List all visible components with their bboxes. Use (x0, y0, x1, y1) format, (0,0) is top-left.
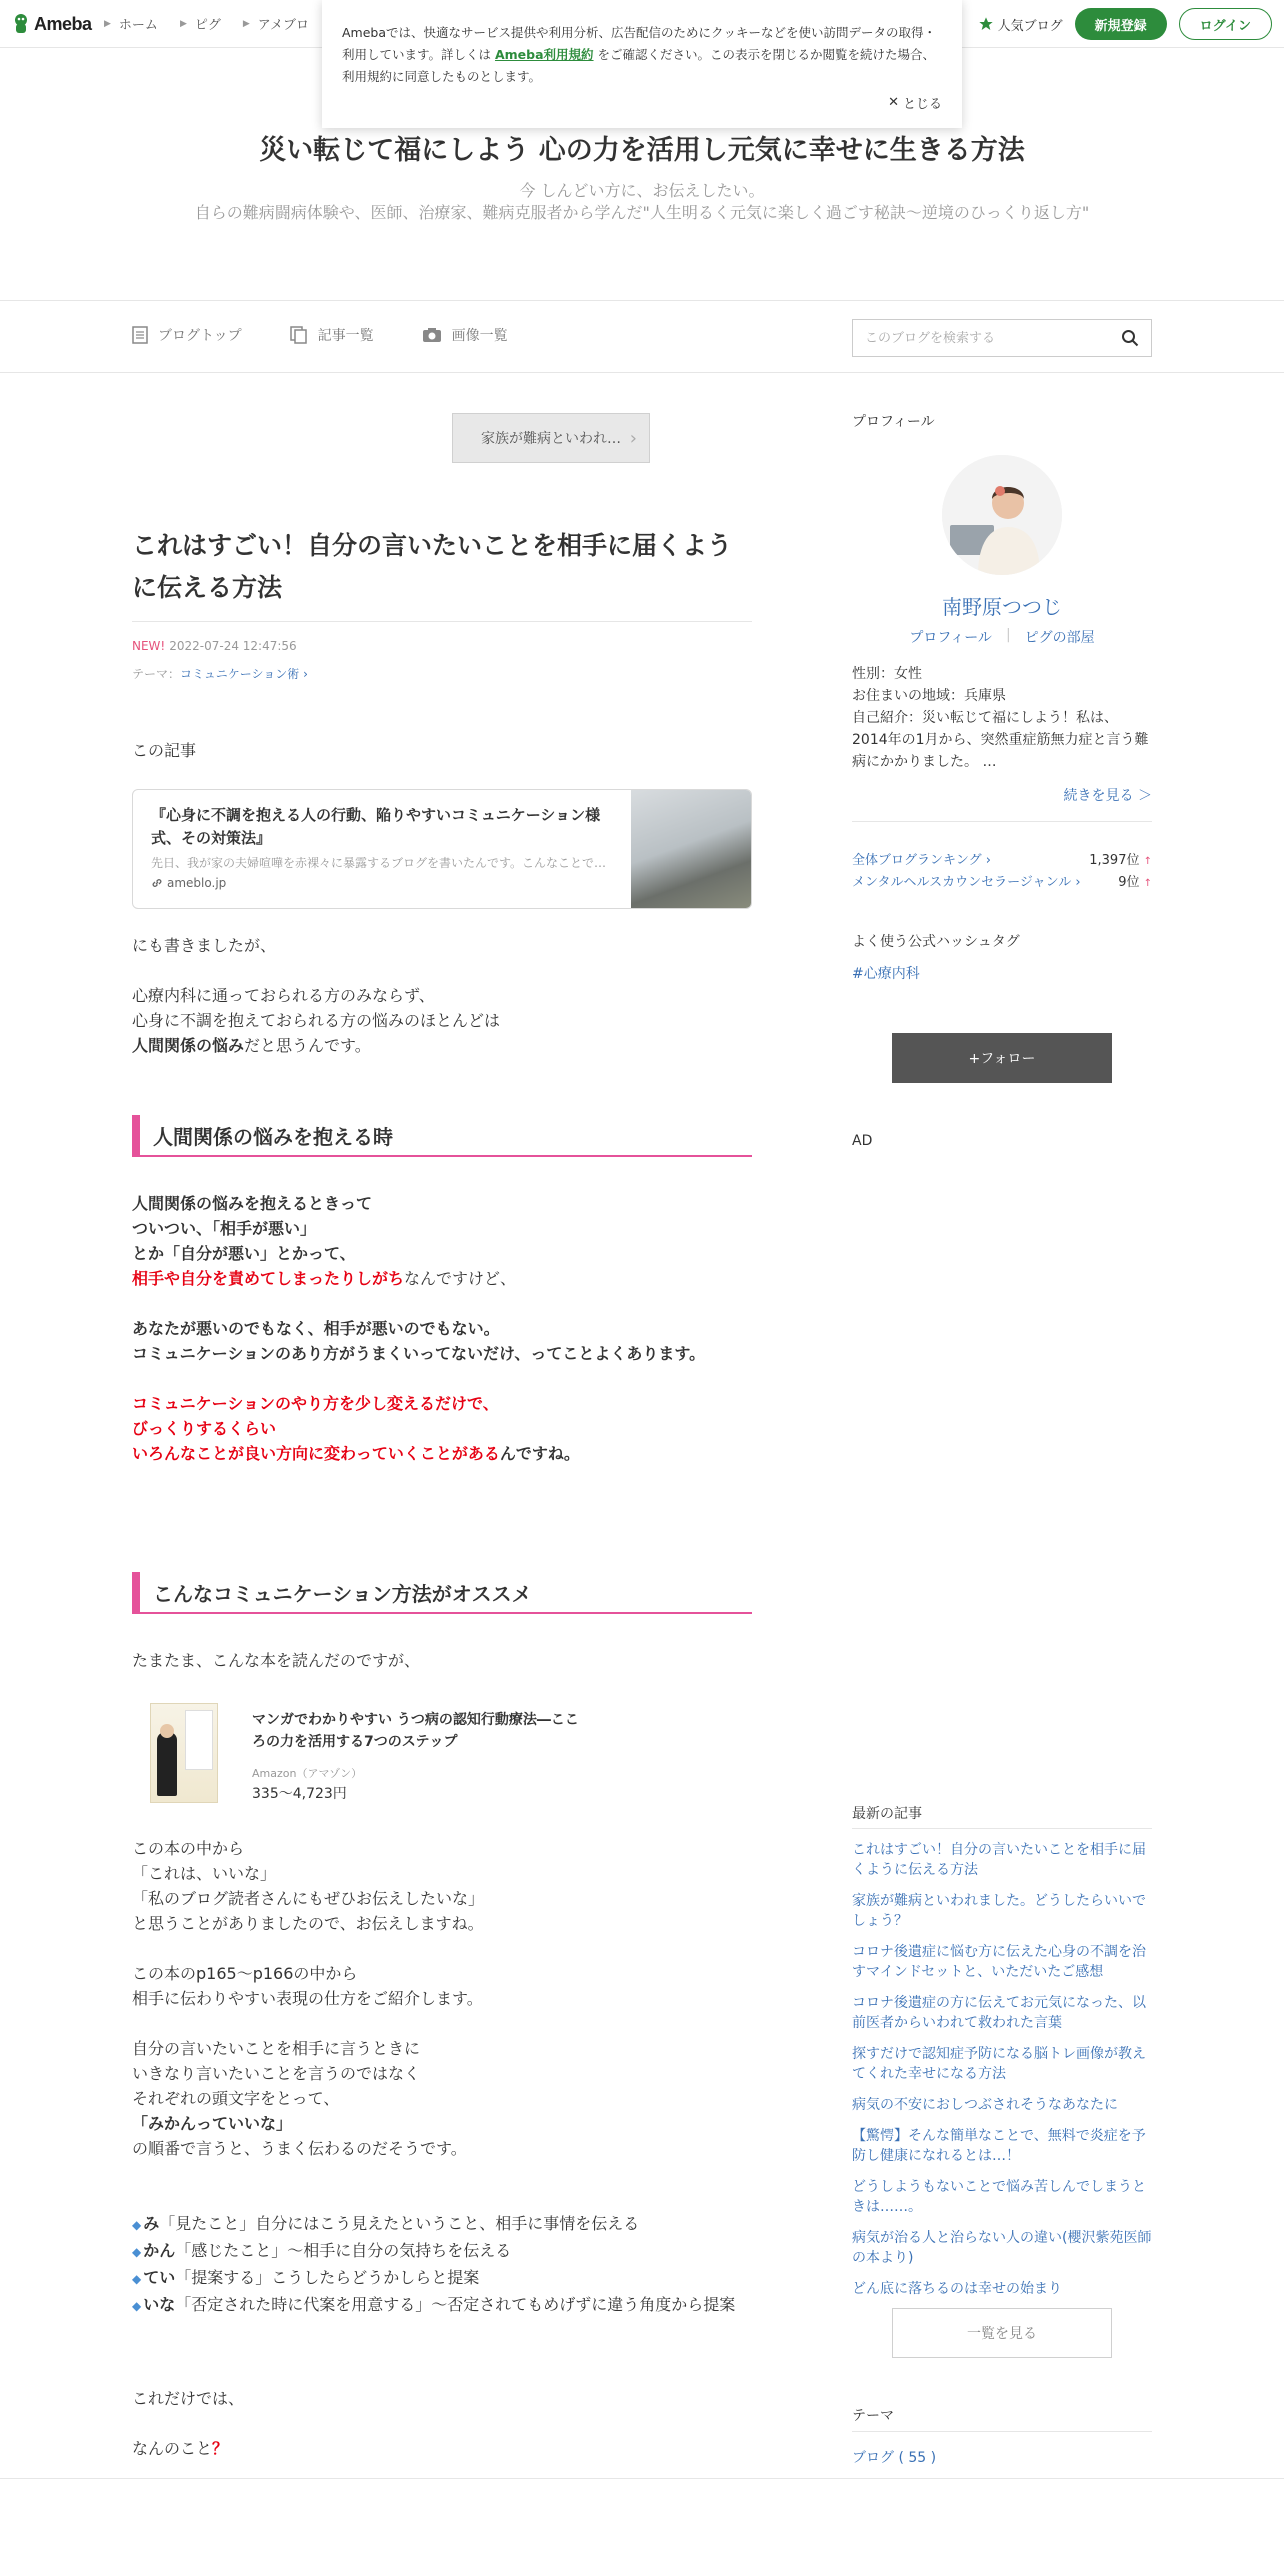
article-paragraph (132, 1316, 705, 1366)
diamond-bullet-icon: ◆ (132, 2245, 142, 2259)
article-paragraph (132, 1391, 580, 1466)
link-card-thumbnail (631, 790, 751, 909)
profile-link[interactable]: プロフィール (909, 630, 992, 646)
article-paragraph: この記事 (132, 741, 197, 760)
avatar-image (942, 455, 1062, 575)
mikan-text: 「見たこと」自分にはこう見えたということ、相手に事情を伝える (159, 2214, 640, 2233)
recent-articles (852, 1840, 1152, 2310)
pig-room-link[interactable]: ピグの部屋 (1024, 630, 1095, 646)
mikan-key: み (143, 2214, 160, 2233)
date-text: 2022-07-24 12:47:56 (169, 639, 297, 653)
ranking-value-text: 1,397位 (1089, 853, 1140, 868)
mikan-list (132, 2211, 735, 2319)
text-line: それぞれの頭文字をとって、 (132, 2089, 340, 2108)
ranking-row[interactable] (852, 871, 1152, 890)
link-card-title: 『心身に不調を抱える人の行動、陥りやすいコミュニケーション様式、その対策法』 (151, 806, 601, 847)
text-line: 心療内科に通っておられる方のみならず、 (132, 986, 435, 1005)
crumb-ameblo[interactable] (243, 14, 309, 33)
chevron-right-icon: ▶ (242, 18, 250, 29)
article-paragraph: これだけでは、 (132, 2389, 245, 2408)
bold-text: 「みかんっていいな」 (132, 2114, 293, 2133)
link-card-description: 先日、我が家の夫婦喧嘩を赤裸々に暴露するブログを書いたんです。こんなことで… (151, 856, 607, 870)
blog-search-input[interactable] (853, 331, 1103, 346)
text-line: と思うことがありましたので、お伝えしますね。 (132, 1914, 484, 1933)
book-price: 335〜4,723円 (252, 1786, 347, 1802)
star-icon (978, 16, 994, 32)
follow-button[interactable]: +フォロー (892, 1033, 1112, 1083)
camera-icon (422, 327, 442, 343)
chevron-right-icon: ▶ (104, 18, 111, 29)
mikan-key: かん (143, 2241, 176, 2260)
divider (852, 2431, 1152, 2432)
text-line: 相手に伝わりやすい表現の仕方をご紹介します。 (132, 1989, 483, 2008)
mikan-text: 「感じたこと」〜相手に自分の気持ちを伝える (175, 2241, 512, 2260)
article-paragraph: たまたま、こんな本を読んだのですが、 (132, 1651, 421, 1670)
text-line: 自分の言いたいことを相手に言うときに (132, 2039, 421, 2058)
nav-blog-top[interactable] (132, 325, 242, 345)
chevron-right-icon: › (629, 428, 637, 449)
text-line: この本の中から (132, 1839, 245, 1858)
divider (132, 621, 752, 622)
divider (852, 821, 1152, 822)
diamond-bullet-icon: ◆ (132, 2218, 142, 2232)
nav-label: 画像一覧 (451, 328, 508, 344)
global-header-actions (978, 8, 1272, 40)
avatar[interactable] (942, 455, 1062, 575)
ranking-label: メンタルヘルスカウンセラージャンル › (852, 875, 1081, 890)
crumb-pig[interactable] (180, 14, 221, 33)
blog-nav (0, 300, 1284, 373)
prev-article-button[interactable] (452, 413, 650, 463)
arrow-up-icon: ↑ (1143, 856, 1152, 867)
read-more-link[interactable]: 続きを見る ＞ (1063, 788, 1152, 804)
question-mark-icon: ？ (212, 2439, 229, 2458)
text-line: この本のp165〜p166の中から (132, 1964, 358, 1983)
bold-text: んですね。 (499, 1444, 580, 1463)
crumb-label: ホーム (118, 18, 158, 33)
mikan-key: いな (143, 2295, 176, 2314)
blog-search (852, 319, 1152, 357)
section-heading: 人間関係の悩みを抱える時 (132, 1115, 752, 1157)
copy-icon (290, 326, 308, 344)
crumb-home[interactable] (104, 14, 158, 33)
cookie-text-part: をご確認ください。この表示を閉じるか閲覧を続けた場合、利用規約に同意したものとします。 (342, 47, 936, 84)
blog-description: 自らの難病闘病体験や、医師、治療家、難病克服者から学んだ"人生明るく元気に楽しく過ごす秘訣～逆境のひっくり返し方" (194, 203, 1090, 222)
book-store: Amazon（アマゾン） (252, 1767, 363, 1780)
mikan-item (132, 2292, 735, 2319)
cookie-close-label: とじる (902, 97, 942, 112)
nav-label: ブログトップ (158, 328, 242, 344)
profile-intro: 自己紹介：災い転じて福にしよう！私は、2014年の1月から、突然重症筋無力症と言う難病にかかりました。 … (852, 710, 1149, 770)
mikan-item (132, 2238, 735, 2265)
profile-links (852, 627, 1152, 647)
recent-article-link[interactable]: どん底に落ちるのは幸せの始まり (852, 2281, 1062, 2297)
profile-info (852, 663, 1152, 773)
mikan-text: 「提案する」こうしたらどうかしらと提案 (175, 2268, 480, 2287)
recent-article-link[interactable]: どうしようもないことで悩み苦しんでしまうときは……。 (852, 2179, 1146, 2215)
chevron-right-icon: › (299, 667, 308, 681)
article-theme (132, 665, 308, 682)
text-line (132, 1441, 580, 1466)
text: なんのこと (132, 2439, 213, 2458)
login-button[interactable]: ログイン (1179, 8, 1272, 40)
chevron-right-icon: ▶ (179, 18, 187, 29)
cookie-close-button[interactable] (888, 93, 942, 112)
recent-article-link[interactable]: 探すだけで認知症予防になる脳トレ画像が教えてくれた幸せになる方法 (852, 2046, 1146, 2082)
ranking-label-text: 全体ブログランキング (852, 853, 982, 868)
article-paragraph (132, 2036, 467, 2161)
theme-label: テーマ： (132, 667, 181, 681)
highlight-text: 相手や自分を責めてしまったりしがち (132, 1269, 405, 1288)
text-line: の順番で言うと、うまく伝わるのだそうです。 (132, 2139, 467, 2158)
text-line: コミュニケーションのあり方がうまくいってないだけ、ってことよくあります。 (132, 1344, 706, 1363)
article-paragraph (132, 983, 500, 1058)
theme-item-link[interactable]: ブログ ( 55 ) (852, 2450, 937, 2466)
nav-label: 記事一覧 (317, 328, 374, 344)
logo-text: Ameba (34, 13, 92, 34)
text: だと思うんです。 (244, 1036, 371, 1055)
ameba-logo[interactable] (12, 13, 92, 35)
hashtag-link[interactable]: #心療内科 (852, 966, 920, 982)
bold-text: 人間関係の悩み (132, 1036, 245, 1055)
book-card[interactable] (150, 1703, 730, 1813)
new-badge: NEW! (132, 639, 166, 653)
text-line: 「私のブログ読者さんにもぜひお伝えしたいな」 (132, 1889, 485, 1908)
mikan-text: 「否定された時に代案を用意する」～否定されてもめげずに違う角度から提案 (175, 2295, 736, 2314)
text-line: ついつい、「相手が悪い」 (132, 1219, 317, 1238)
ameba-mascot-icon (12, 13, 30, 35)
recent-article-link[interactable]: 家族が難病といわれました。どうしたらいいでしょう？ (852, 1893, 1146, 1929)
recent-article-link[interactable]: 病気の不安におしつぶされそうなあなたに (852, 2097, 1118, 2113)
terms-link[interactable]: Ameba利用規約 (494, 47, 594, 62)
ranking-row[interactable] (852, 849, 1152, 868)
diamond-bullet-icon: ◆ (132, 2299, 142, 2313)
search-icon[interactable] (1121, 329, 1139, 347)
link-icon (151, 877, 163, 889)
cookie-text-part: Amebaでは、快適なサービス提供や利用分析、広告配信のためにクッキーなどを使い訪問データの取得・利用しています。詳しくは (342, 25, 937, 62)
article-title[interactable]: これはすごい！自分の言いたいことを相手に届くように伝える方法 (132, 531, 733, 602)
text: なんですけど、 (404, 1269, 517, 1288)
mikan-item (132, 2211, 735, 2238)
theme-heading: テーマ (852, 2408, 894, 2424)
section-heading: こんなコミュニケーション方法がオススメ (132, 1572, 752, 1614)
link-card[interactable] (132, 789, 752, 909)
text-line: あなたが悪いのでもなく、相手が悪いのでもない。 (132, 1319, 500, 1338)
text-line: とか「自分が悪い」とかって、 (132, 1244, 356, 1263)
text-line (132, 1266, 516, 1291)
recent-article-link[interactable]: 病気が治る人と治らない人の違い(櫻沢紫苑医師の本より) (852, 2230, 1152, 2266)
article-paragraph: にも書きましたが、 (132, 936, 277, 955)
cookie-text (342, 22, 940, 88)
blog-subtitle: 今 しんどい方に、お伝えしたい。 (519, 181, 765, 200)
ranking-label: 全体ブログランキング › (852, 853, 991, 868)
crumb-label: ピグ (194, 18, 221, 33)
popular-blog-link[interactable] (978, 15, 1063, 34)
hashtag-heading: よく使う公式ハッシュタグ (852, 934, 1020, 950)
blog-title[interactable]: 災い転じて福にしよう 心の力を活用し元気に幸せに生きる方法 (259, 135, 1025, 166)
recent-article-link[interactable]: コロナ後遺症の方に伝えてお元気になった、以前医者からいわれて救われた言葉 (852, 1995, 1146, 2031)
profile-name[interactable]: 南野原つつじ (942, 595, 1062, 619)
profile-gender: 性別：女性 (852, 666, 922, 682)
book-title: マンガでわかりやすい うつ病の認知行動療法―こころの力を活用する7つのステップ (252, 1712, 579, 1750)
diamond-bullet-icon: ◆ (132, 2272, 142, 2286)
crumb-label: アメブロ (257, 18, 310, 33)
nav-image-list[interactable] (422, 325, 508, 345)
nav-article-list[interactable] (290, 325, 374, 345)
ranking-value-text: 9位 (1118, 875, 1140, 890)
theme-link[interactable]: コミュニケーション術 (180, 667, 300, 681)
text-line: 人間関係の悩みを抱えるときって (132, 1194, 373, 1213)
recent-article-link[interactable]: これはすごい！自分の言いたいことを相手に届くように伝える方法 (852, 1842, 1146, 1878)
divider (0, 2478, 1284, 2479)
close-icon: ✕ (888, 95, 899, 110)
domain-text: ameblo.jp (167, 876, 227, 890)
cookie-banner (322, 0, 962, 128)
ranking-label-text: メンタルヘルスカウンセラージャンル (852, 875, 1072, 890)
article-paragraph (132, 1191, 516, 1291)
link-card-domain (151, 876, 226, 890)
separator: | (1005, 627, 1011, 643)
article-paragraph (132, 1836, 484, 1936)
divider (852, 1828, 1152, 1829)
highlight-text: コミュニケーションのやり方を少し変えるだけで、 (132, 1394, 499, 1413)
mikan-key: てい (143, 2268, 176, 2287)
document-icon (132, 326, 148, 344)
ranking-value (1118, 871, 1152, 890)
highlight-text: びっくりするくらい (132, 1419, 277, 1438)
profile-heading: プロフィール (852, 414, 935, 430)
text-line: いきなり言いたいことを言うのではなく (132, 2064, 421, 2083)
book-cover (150, 1703, 218, 1803)
popular-blog-label: 人気ブログ (997, 18, 1063, 34)
recent-article-link[interactable]: 【驚愕】そんな簡単なことで、無料で炎症を予防し健康になれるとは…！ (852, 2128, 1146, 2164)
recent-article-link[interactable]: コロナ後遺症に悩む方に伝えた心身の不調を治すマインドセットと、いただいたご感想 (852, 1944, 1146, 1980)
prev-article-label: 家族が難病といわれ… (481, 431, 621, 447)
text-line (132, 1033, 500, 1058)
register-button[interactable]: 新規登録 (1075, 8, 1167, 40)
arrow-up-icon: ↑ (1143, 878, 1152, 889)
highlight-text: いろんなことが良い方向に変わっていくことがある (132, 1444, 500, 1463)
profile-region: お住まいの地域：兵庫県 (852, 688, 1006, 704)
article-paragraph (132, 2436, 228, 2461)
article-paragraph (132, 1961, 483, 2011)
article-date (132, 639, 297, 653)
text-line: 心身に不調を抱えておられる方の悩みのほとんどは (132, 1011, 501, 1030)
blog-nav-items (132, 325, 508, 345)
ranking-value (1089, 849, 1152, 868)
mikan-item (132, 2265, 735, 2292)
ad-label: AD (852, 1133, 873, 1149)
see-all-button[interactable]: 一覧を見る (892, 2308, 1112, 2358)
text-line: 「これは、いいな」 (132, 1864, 277, 1883)
recent-heading: 最新の記事 (852, 1806, 922, 1822)
global-breadcrumb (104, 14, 309, 33)
